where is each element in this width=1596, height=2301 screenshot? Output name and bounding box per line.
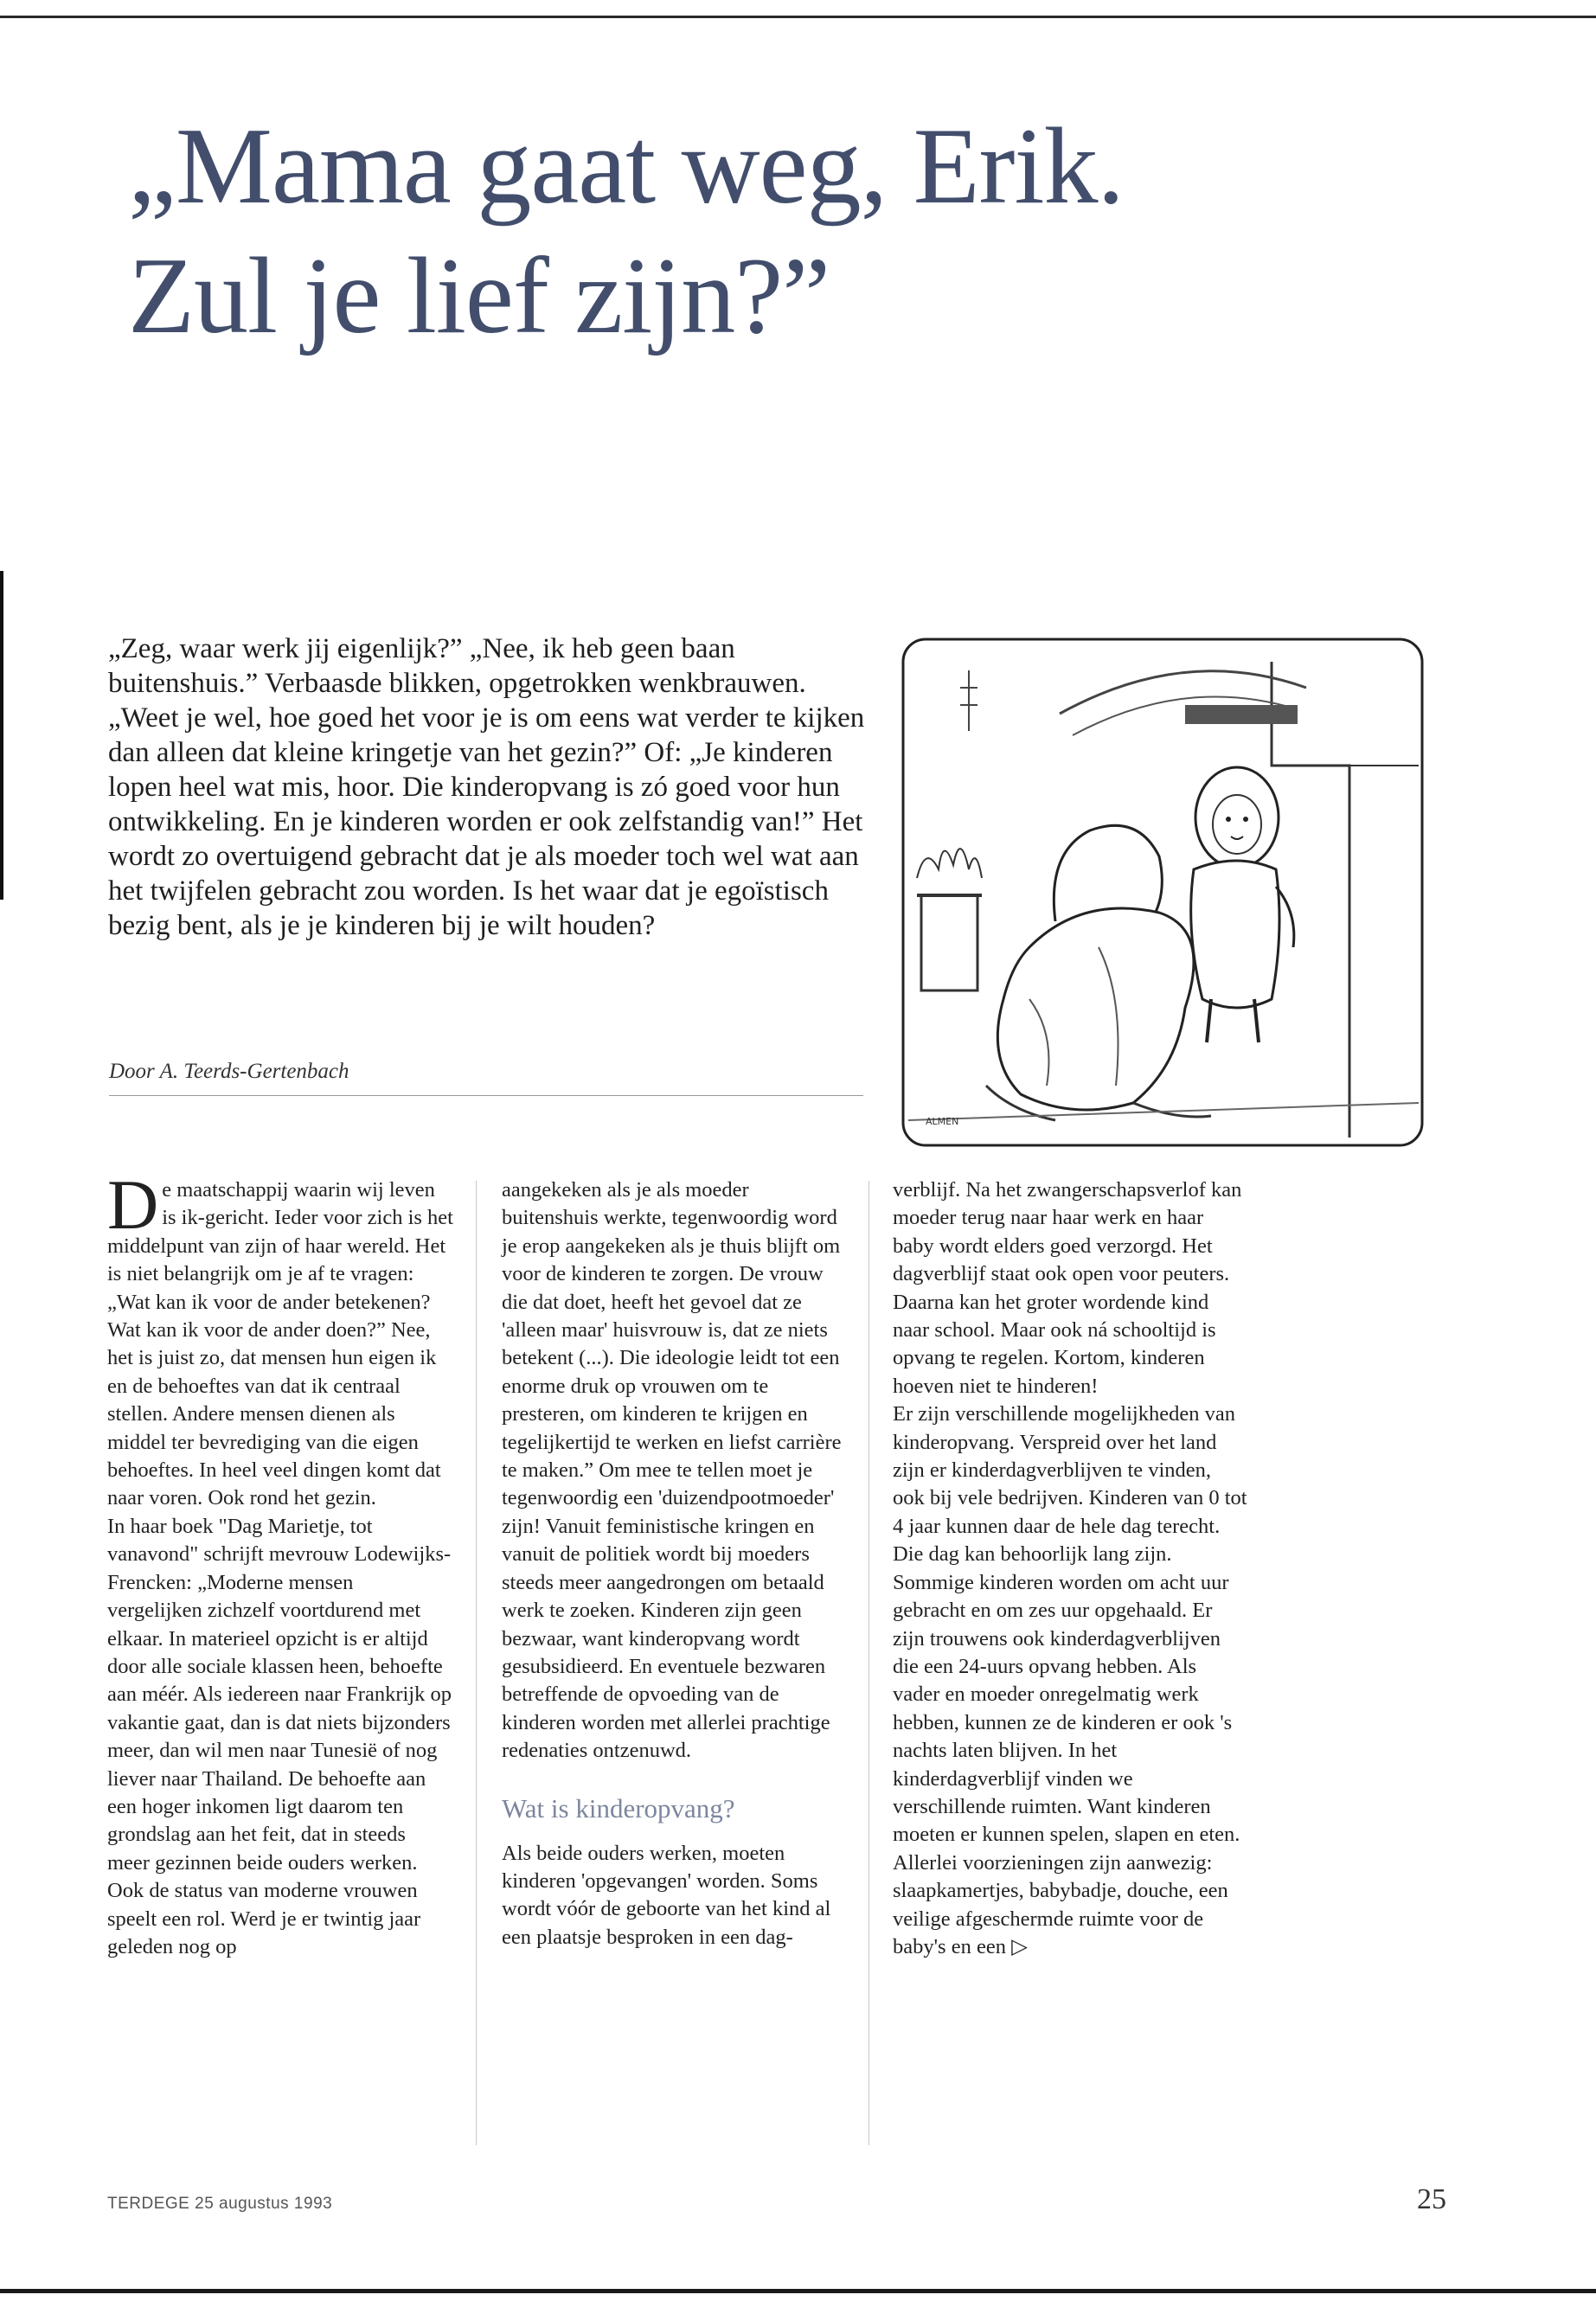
mother-child-illustration bbox=[900, 636, 1427, 1150]
svg-text:ALMEN: ALMEN bbox=[926, 1116, 959, 1127]
paragraph: In haar boek "Dag Marietje, tot vanavond" schrijft mevrouw Lodewijks-Frencken: „Moderne mensen vergelijken zichzelf voortdurend met elkaar. In materieel opzicht is er altijd door alle sociale klassen heen, behoefte aan méér. Als iedereen naar Frankrijk op vakantie gaat, dan is dat niets bijzonders meer, dan wil men naar Tunesië of nog liever naar Thailand. De behoefte aan een hoger inkomen ligt daarom ten grondslag aan het feit, dat in steeds meer gezinnen beide ouders werken. Ook de status van moderne vrouwen speelt een rol. Werd je er twintig jaar geleden nog op bbox=[107, 1514, 452, 1958]
paragraph bbox=[107, 1165, 453, 1513]
bottom-rule bbox=[0, 2289, 1596, 2293]
paragraph: verblijf. Na het zwangerschapsverlof kan moeder terug naar haar werk en haar baby wordt elders goed verzorgd. Het dagverblijf staat ook open voor peuters. Daarna kan het groter wordende kind naar school. Maar ook ná schooltijd is opvang te regelen. Kortom, kinderen hoeven niet te hinderen! bbox=[893, 1178, 1242, 1398]
byline-divider bbox=[109, 1095, 863, 1096]
paragraph: Als beide ouders werken, moeten kinderen 'opgevangen' worden. Soms wordt vóór de geboorte van het kind al een plaatsje besproken in een dag- bbox=[502, 1841, 831, 1949]
page-number: 25 bbox=[1417, 2183, 1446, 2215]
drop-cap: D bbox=[107, 1165, 159, 1244]
article-intro: „Zeg, waar werk jij eigenlijk?” „Nee, ik heb geen baan buitenshuis.” Verbaasde blikken, opgetrokken wenkbrauwen. „Weet je wel, hoe goed het voor je is om eens wat verder te kijken dan alleen dat kleine kringetje van het gezin?” Of: „Je kinderen lopen heel wat mis, hoor. Die kinderopvang is zó goed voor hun ontwikkeling. En je kinderen worden er ook zelfstandig van!” Het wordt zo overtuigend gebracht dat je als moeder toch wel wat aan het twijfelen gebracht zou worden. Is het waar dat je egoïstisch bezig bent, als je je kinderen bij je wilt houden? bbox=[108, 633, 865, 941]
paragraph: aangekeken als je als moeder buitenshuis werkte, tegenwoordig word je erop aangekeken als je thuis blijft om voor de kinderen te zorgen. De vrouw die dat doet, heeft het gevoel dat ze 'alleen maar' huisvrouw is, dat ze niets betekent (...). Die ideologie leidt tot een enorme druk op vrouwen om te presteren, om kinderen te krijgen en tegelijkertijd te werken en liefst carrière te maken.” Om mee te tellen moet je tegenwoordig een 'duizendpootmoeder' zijn! Vanuit feministische kringen en vanuit de politiek wordt bij moeders steeds meer aangedrongen om betaald werk te zoeken. Kinderen zijn geen bezwaar, want kinderopvang wordt gesubsidieerd. En eventuele bezwaren betreffende de opvoeding van de kinderen worden met allerlei prachtige redenaties ontzenuwd. bbox=[502, 1178, 842, 1763]
paragraph-text: e maatschappij waarin wij leven is ik-gericht. Ieder voor zich is het middelpunt van zijn of haar wereld. Het is niet belangrijk om je af te vragen: „Wat kan ik voor de ander betekenen? Wat kan ik voor de ander doen?” Nee, het is juist zo, dat mensen hun eigen ik en de behoeftes van dat ik centraal stellen. Andere mensen dienen als middel ter bevrediging van die eigen behoeftes. In heel veel dingen komt dat naar voren. Ook rond het gezin. bbox=[107, 1178, 453, 1510]
article-column-3 bbox=[893, 1176, 1247, 1961]
publication-footer: TERDEGE 25 augustus 1993 bbox=[107, 2195, 333, 2213]
scan-edge-mark bbox=[0, 571, 3, 900]
article-column-2 bbox=[502, 1176, 848, 1952]
top-rule bbox=[0, 16, 1596, 18]
article-headline bbox=[128, 102, 1426, 362]
article-column-1 bbox=[107, 1165, 453, 1961]
headline-line-1: „Mama gaat weg, Erik. bbox=[128, 106, 1125, 227]
paragraph: Er zijn verschillende mogelijkheden van kinderopvang. Verspreid over het land zijn er kinderdagverblijven te vinden, ook bij vele bedrijven. Kinderen van 0 tot 4 jaar kunnen daar de hele dag terecht. Die dag kan behoorlijk lang zijn. Sommige kinderen worden om acht uur gebracht en om zes uur opgehaald. Er zijn trouwens ook kinderdagverblijven die een 24-uurs opvang hebben. Als vader en moeder onregelmatig werk hebben, kunnen ze de kinderen er ook 's nachts laten blijven. In het kinderdagverblijf vinden we verschillende ruimten. Want kinderen moeten er kunnen spelen, slapen en eten. Allerlei voorzieningen zijn aanwezig: slaapkamertjes, babybadje, douche, een veilige afgeschermde ruimte voor de baby's en een ▷ bbox=[893, 1402, 1247, 1958]
headline-line-2: Zul je lief zijn?” bbox=[128, 236, 830, 356]
section-subheading: Wat is kinderopvang? bbox=[502, 1792, 735, 1823]
byline: Door A. Teerds-Gertenbach bbox=[109, 1060, 349, 1083]
column-divider bbox=[476, 1181, 477, 2145]
